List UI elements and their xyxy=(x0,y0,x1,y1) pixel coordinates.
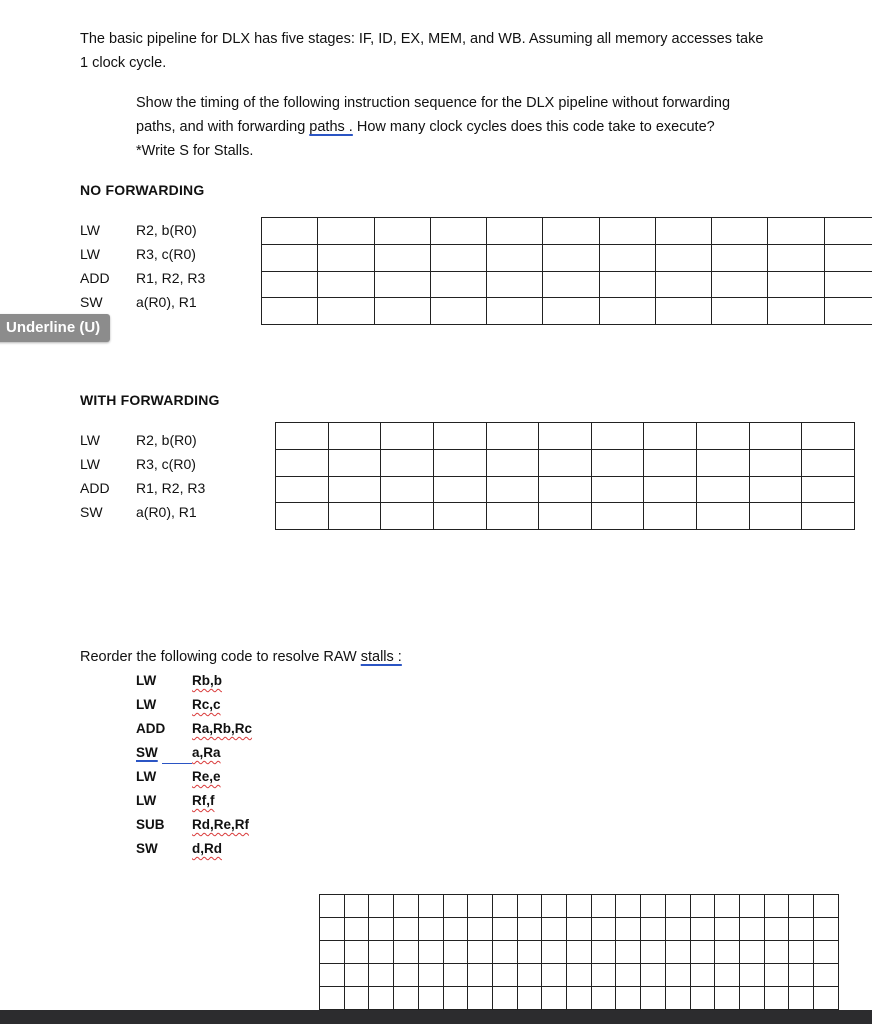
operands: Re,e xyxy=(192,769,221,784)
grid-cell[interactable] xyxy=(430,218,486,245)
grid-cell[interactable] xyxy=(764,895,789,918)
grid-cell[interactable] xyxy=(344,941,369,964)
grid-cell[interactable] xyxy=(374,271,430,298)
code-line xyxy=(80,290,250,314)
grid-cell[interactable] xyxy=(418,964,443,987)
grid-cell[interactable] xyxy=(539,476,592,503)
operands: R2, b(R0) xyxy=(136,222,197,238)
grid-cell[interactable] xyxy=(543,298,599,325)
grid-cell[interactable] xyxy=(802,503,855,530)
grid-cell[interactable] xyxy=(739,941,764,964)
grid-cell[interactable] xyxy=(591,964,616,987)
operands: a(R0), R1 xyxy=(136,504,197,520)
grid-row xyxy=(276,476,855,503)
grid-cell[interactable] xyxy=(715,895,740,918)
grid-cell[interactable] xyxy=(320,941,345,964)
grid-cell[interactable] xyxy=(789,895,814,918)
grid-cell[interactable] xyxy=(381,449,434,476)
grid-cell[interactable] xyxy=(641,918,666,941)
grid-cell[interactable] xyxy=(487,244,543,271)
grid-cell[interactable] xyxy=(276,423,329,450)
operands: R2, b(R0) xyxy=(136,432,197,448)
grid-cell[interactable] xyxy=(789,987,814,1010)
grid-cell[interactable] xyxy=(641,941,666,964)
grid-row xyxy=(320,895,839,918)
intro-line-1: The basic pipeline for DLX has five stages: IF, ID, EX, MEM, and WB. Assuming all memory accesses take xyxy=(80,31,764,47)
operands: a,Ra xyxy=(192,745,221,760)
grid-cell[interactable] xyxy=(641,964,666,987)
opcode: ADD xyxy=(80,270,110,286)
grid-cell[interactable] xyxy=(655,218,711,245)
reorder-prompt: Reorder the following code to resolve RAW stalls : xyxy=(80,649,402,665)
code-line xyxy=(80,428,250,452)
grid-cell[interactable] xyxy=(567,895,592,918)
grid-cell[interactable] xyxy=(591,918,616,941)
grid-cell[interactable] xyxy=(665,987,690,1010)
reorder-line xyxy=(136,765,316,789)
grid-cell[interactable] xyxy=(418,987,443,1010)
grid-cell[interactable] xyxy=(768,244,824,271)
grid-cell[interactable] xyxy=(394,918,419,941)
grid-cell[interactable] xyxy=(567,964,592,987)
grid-row xyxy=(320,987,839,1010)
reorder-line xyxy=(136,693,316,717)
reorder-line xyxy=(136,669,316,693)
grid-cell[interactable] xyxy=(328,503,381,530)
grid-cell[interactable] xyxy=(492,987,517,1010)
grid-cell[interactable] xyxy=(591,423,644,450)
grid-cell[interactable] xyxy=(433,423,486,450)
grid-cell[interactable] xyxy=(814,895,839,918)
grid-cell[interactable] xyxy=(768,298,824,325)
operands: Rf,f xyxy=(192,793,215,808)
grid-cell[interactable] xyxy=(318,271,374,298)
grid-cell[interactable] xyxy=(433,449,486,476)
code-line xyxy=(80,476,250,500)
grid-cell[interactable] xyxy=(539,423,592,450)
grid-row xyxy=(320,918,839,941)
grid-cell[interactable] xyxy=(374,298,430,325)
grid-cell[interactable] xyxy=(599,218,655,245)
grid-cell[interactable] xyxy=(318,244,374,271)
grid-cell[interactable] xyxy=(591,449,644,476)
grid-cell[interactable] xyxy=(712,298,768,325)
grid-cell[interactable] xyxy=(599,244,655,271)
grid-cell[interactable] xyxy=(591,895,616,918)
grid-cell[interactable] xyxy=(641,987,666,1010)
grid-row xyxy=(262,271,872,298)
grid-cell[interactable] xyxy=(739,964,764,987)
opcode: LW xyxy=(136,769,157,784)
grid-cell[interactable] xyxy=(369,918,394,941)
grid-cell[interactable] xyxy=(418,895,443,918)
grid-cell[interactable] xyxy=(517,918,542,941)
grid-cell[interactable] xyxy=(739,987,764,1010)
grid-cell[interactable] xyxy=(749,503,802,530)
opcode: LW xyxy=(80,222,100,238)
grid-cell[interactable] xyxy=(712,244,768,271)
grid-row xyxy=(320,941,839,964)
question-paragraph xyxy=(136,91,730,163)
grid-cell[interactable] xyxy=(468,964,493,987)
reorder-line xyxy=(136,789,316,813)
no-forwarding-code xyxy=(80,218,250,314)
grid-cell[interactable] xyxy=(374,218,430,245)
grid-cell[interactable] xyxy=(369,987,394,1010)
intro-paragraph xyxy=(80,27,763,75)
grid-cell[interactable] xyxy=(616,987,641,1010)
grid-cell[interactable] xyxy=(468,895,493,918)
reorder-code xyxy=(136,669,316,861)
grid-cell[interactable] xyxy=(492,895,517,918)
grid-cell[interactable] xyxy=(739,895,764,918)
grid-cell[interactable] xyxy=(394,987,419,1010)
grid-cell[interactable] xyxy=(542,918,567,941)
grid-cell[interactable] xyxy=(802,476,855,503)
grid-cell[interactable] xyxy=(764,941,789,964)
grid-cell[interactable] xyxy=(591,476,644,503)
grid-cell[interactable] xyxy=(318,218,374,245)
grid-cell[interactable] xyxy=(468,987,493,1010)
grid-cell[interactable] xyxy=(697,449,750,476)
grid-cell[interactable] xyxy=(517,964,542,987)
grid-cell[interactable] xyxy=(344,987,369,1010)
reorder-line xyxy=(136,741,316,765)
opcode: SW xyxy=(80,294,103,310)
operands: R1, R2, R3 xyxy=(136,480,206,496)
opcode: ADD xyxy=(136,721,166,736)
with-forwarding-code xyxy=(80,428,250,524)
grid-cell[interactable] xyxy=(418,941,443,964)
grid-cell[interactable] xyxy=(824,244,872,271)
grid-cell[interactable] xyxy=(418,918,443,941)
grid-cell[interactable] xyxy=(591,503,644,530)
grid-cell[interactable] xyxy=(690,941,715,964)
operands: a(R0), R1 xyxy=(136,294,197,310)
grid-cell[interactable] xyxy=(344,964,369,987)
grid-cell[interactable] xyxy=(328,423,381,450)
grid-cell[interactable] xyxy=(697,476,750,503)
underline-tooltip: Underline (U) xyxy=(0,314,110,342)
grid-cell[interactable] xyxy=(789,964,814,987)
grid-cell[interactable] xyxy=(517,941,542,964)
grid-cell[interactable] xyxy=(655,244,711,271)
opcode: SW xyxy=(136,745,158,760)
grid-cell[interactable] xyxy=(715,918,740,941)
grid-cell[interactable] xyxy=(374,244,430,271)
grid-cell[interactable] xyxy=(697,503,750,530)
grid-cell[interactable] xyxy=(381,503,434,530)
grid-cell[interactable] xyxy=(599,271,655,298)
grid-cell[interactable] xyxy=(814,941,839,964)
grid-cell[interactable] xyxy=(430,298,486,325)
grid-cell[interactable] xyxy=(542,987,567,1010)
operands: d,Rd xyxy=(192,841,222,856)
grid-cell[interactable] xyxy=(567,987,592,1010)
grid-row xyxy=(320,964,839,987)
grid-cell[interactable] xyxy=(487,298,543,325)
grid-row xyxy=(262,298,872,325)
grid-cell[interactable] xyxy=(591,941,616,964)
operands: Rb,b xyxy=(192,673,222,688)
bottom-bar xyxy=(0,1010,872,1024)
grid-cell[interactable] xyxy=(764,964,789,987)
grid-cell[interactable] xyxy=(328,476,381,503)
grid-cell[interactable] xyxy=(320,918,345,941)
reorder-pipeline-grid[interactable] xyxy=(319,894,839,1010)
grid-cell[interactable] xyxy=(486,449,539,476)
grid-cell[interactable] xyxy=(665,941,690,964)
grid-row xyxy=(262,244,872,271)
grid-cell[interactable] xyxy=(665,895,690,918)
grid-cell[interactable] xyxy=(690,918,715,941)
grid-cell[interactable] xyxy=(542,964,567,987)
underlined-stalls: stalls : xyxy=(360,649,402,665)
grid-cell[interactable] xyxy=(802,449,855,476)
grid-cell[interactable] xyxy=(814,964,839,987)
grid-cell[interactable] xyxy=(487,218,543,245)
grid-cell[interactable] xyxy=(764,918,789,941)
grid-cell[interactable] xyxy=(262,271,318,298)
grid-cell[interactable] xyxy=(690,895,715,918)
grid-cell[interactable] xyxy=(443,918,468,941)
operands: Ra,Rb,Rc xyxy=(192,721,253,736)
code-line xyxy=(80,242,250,266)
operands: R1, R2, R3 xyxy=(136,270,206,286)
underlined-paths: paths . xyxy=(309,119,353,135)
grid-cell[interactable] xyxy=(616,895,641,918)
grid-row xyxy=(262,218,872,245)
grid-cell[interactable] xyxy=(539,449,592,476)
grid-cell[interactable] xyxy=(789,941,814,964)
grid-cell[interactable] xyxy=(486,423,539,450)
grid-cell[interactable] xyxy=(814,987,839,1010)
grid-cell[interactable] xyxy=(328,449,381,476)
reorder-line xyxy=(136,813,316,837)
grid-cell[interactable] xyxy=(641,895,666,918)
grid-cell[interactable] xyxy=(824,271,872,298)
grid-cell[interactable] xyxy=(665,964,690,987)
grid-cell[interactable] xyxy=(749,476,802,503)
grid-cell[interactable] xyxy=(344,895,369,918)
grid-cell[interactable] xyxy=(517,895,542,918)
grid-cell[interactable] xyxy=(655,298,711,325)
grid-cell[interactable] xyxy=(768,271,824,298)
opcode: LW xyxy=(80,432,100,448)
grid-cell[interactable] xyxy=(443,964,468,987)
grid-cell[interactable] xyxy=(443,941,468,964)
grid-row xyxy=(276,423,855,450)
grid-cell[interactable] xyxy=(655,271,711,298)
grid-cell[interactable] xyxy=(616,918,641,941)
operands: R3, c(R0) xyxy=(136,456,196,472)
grid-cell[interactable] xyxy=(824,298,872,325)
grid-cell[interactable] xyxy=(715,941,740,964)
grid-cell[interactable] xyxy=(276,449,329,476)
question-line-3: *Write S for Stalls. xyxy=(136,143,254,159)
grid-cell[interactable] xyxy=(644,449,697,476)
question-line-2: paths, and with forwarding paths . How many clock cycles does this code take to execute? xyxy=(136,119,715,135)
grid-cell[interactable] xyxy=(443,895,468,918)
grid-cell[interactable] xyxy=(697,423,750,450)
with-forwarding-pipeline-grid[interactable] xyxy=(275,422,855,530)
grid-cell[interactable] xyxy=(768,218,824,245)
grid-cell[interactable] xyxy=(468,941,493,964)
grid-cell[interactable] xyxy=(468,918,493,941)
with-forwarding-heading: WITH FORWARDING xyxy=(80,392,220,408)
grid-cell[interactable] xyxy=(320,895,345,918)
opcode: LW xyxy=(80,246,100,262)
grid-cell[interactable] xyxy=(320,964,345,987)
grid-cell[interactable] xyxy=(486,476,539,503)
grid-cell[interactable] xyxy=(492,964,517,987)
grid-row xyxy=(276,503,855,530)
grid-cell[interactable] xyxy=(543,244,599,271)
grid-cell[interactable] xyxy=(486,503,539,530)
grid-cell[interactable] xyxy=(344,918,369,941)
grid-cell[interactable] xyxy=(616,941,641,964)
operands: R3, c(R0) xyxy=(136,246,196,262)
grid-cell[interactable] xyxy=(433,503,486,530)
grid-cell[interactable] xyxy=(487,271,543,298)
grid-cell[interactable] xyxy=(591,987,616,1010)
grid-cell[interactable] xyxy=(539,503,592,530)
opcode: ADD xyxy=(80,480,110,496)
grid-cell[interactable] xyxy=(789,918,814,941)
grid-cell[interactable] xyxy=(802,423,855,450)
operands: Rc,c xyxy=(192,697,221,712)
grid-cell[interactable] xyxy=(567,918,592,941)
grid-cell[interactable] xyxy=(394,941,419,964)
reorder-line xyxy=(136,717,316,741)
underline-mark xyxy=(162,763,192,764)
grid-cell[interactable] xyxy=(715,987,740,1010)
grid-row xyxy=(276,449,855,476)
code-line xyxy=(80,266,250,290)
code-line xyxy=(80,218,250,242)
grid-cell[interactable] xyxy=(644,476,697,503)
code-line xyxy=(80,500,250,524)
opcode: LW xyxy=(136,697,157,712)
grid-cell[interactable] xyxy=(369,895,394,918)
grid-cell[interactable] xyxy=(262,298,318,325)
grid-cell[interactable] xyxy=(712,271,768,298)
no-forwarding-pipeline-grid[interactable] xyxy=(261,217,872,325)
operands: Rd,Re,Rf xyxy=(192,817,249,832)
no-forwarding-heading: NO FORWARDING xyxy=(80,182,205,198)
grid-cell[interactable] xyxy=(262,244,318,271)
grid-cell[interactable] xyxy=(276,503,329,530)
grid-cell[interactable] xyxy=(567,941,592,964)
grid-cell[interactable] xyxy=(715,964,740,987)
grid-cell[interactable] xyxy=(739,918,764,941)
intro-line-2: 1 clock cycle. xyxy=(80,55,167,71)
grid-cell[interactable] xyxy=(517,987,542,1010)
grid-cell[interactable] xyxy=(381,476,434,503)
grid-cell[interactable] xyxy=(276,476,329,503)
grid-cell[interactable] xyxy=(690,987,715,1010)
grid-cell[interactable] xyxy=(430,271,486,298)
grid-cell[interactable] xyxy=(433,476,486,503)
grid-cell[interactable] xyxy=(814,918,839,941)
grid-cell[interactable] xyxy=(394,964,419,987)
opcode: SW xyxy=(80,504,103,520)
grid-cell[interactable] xyxy=(543,271,599,298)
grid-cell[interactable] xyxy=(542,895,567,918)
opcode: SW xyxy=(136,841,158,856)
grid-cell[interactable] xyxy=(320,987,345,1010)
grid-cell[interactable] xyxy=(749,423,802,450)
grid-cell[interactable] xyxy=(369,964,394,987)
grid-cell[interactable] xyxy=(542,941,567,964)
grid-cell[interactable] xyxy=(369,941,394,964)
reorder-line xyxy=(136,837,316,861)
grid-cell[interactable] xyxy=(443,987,468,1010)
grid-cell[interactable] xyxy=(690,964,715,987)
grid-cell[interactable] xyxy=(616,964,641,987)
opcode: LW xyxy=(80,456,100,472)
grid-cell[interactable] xyxy=(665,918,690,941)
code-line xyxy=(80,452,250,476)
opcode: LW xyxy=(136,793,157,808)
grid-cell[interactable] xyxy=(430,244,486,271)
grid-cell[interactable] xyxy=(492,918,517,941)
grid-cell[interactable] xyxy=(764,987,789,1010)
opcode: LW xyxy=(136,673,157,688)
grid-cell[interactable] xyxy=(381,423,434,450)
grid-cell[interactable] xyxy=(318,298,374,325)
grid-cell[interactable] xyxy=(644,503,697,530)
grid-cell[interactable] xyxy=(543,218,599,245)
question-line-1: Show the timing of the following instruction sequence for the DLX pipeline without forwarding xyxy=(136,95,731,111)
grid-cell[interactable] xyxy=(492,941,517,964)
grid-cell[interactable] xyxy=(644,423,697,450)
grid-cell[interactable] xyxy=(824,218,872,245)
grid-cell[interactable] xyxy=(749,449,802,476)
opcode: SUB xyxy=(136,817,165,832)
grid-cell[interactable] xyxy=(394,895,419,918)
grid-cell[interactable] xyxy=(712,218,768,245)
grid-cell[interactable] xyxy=(262,218,318,245)
grid-cell[interactable] xyxy=(599,298,655,325)
